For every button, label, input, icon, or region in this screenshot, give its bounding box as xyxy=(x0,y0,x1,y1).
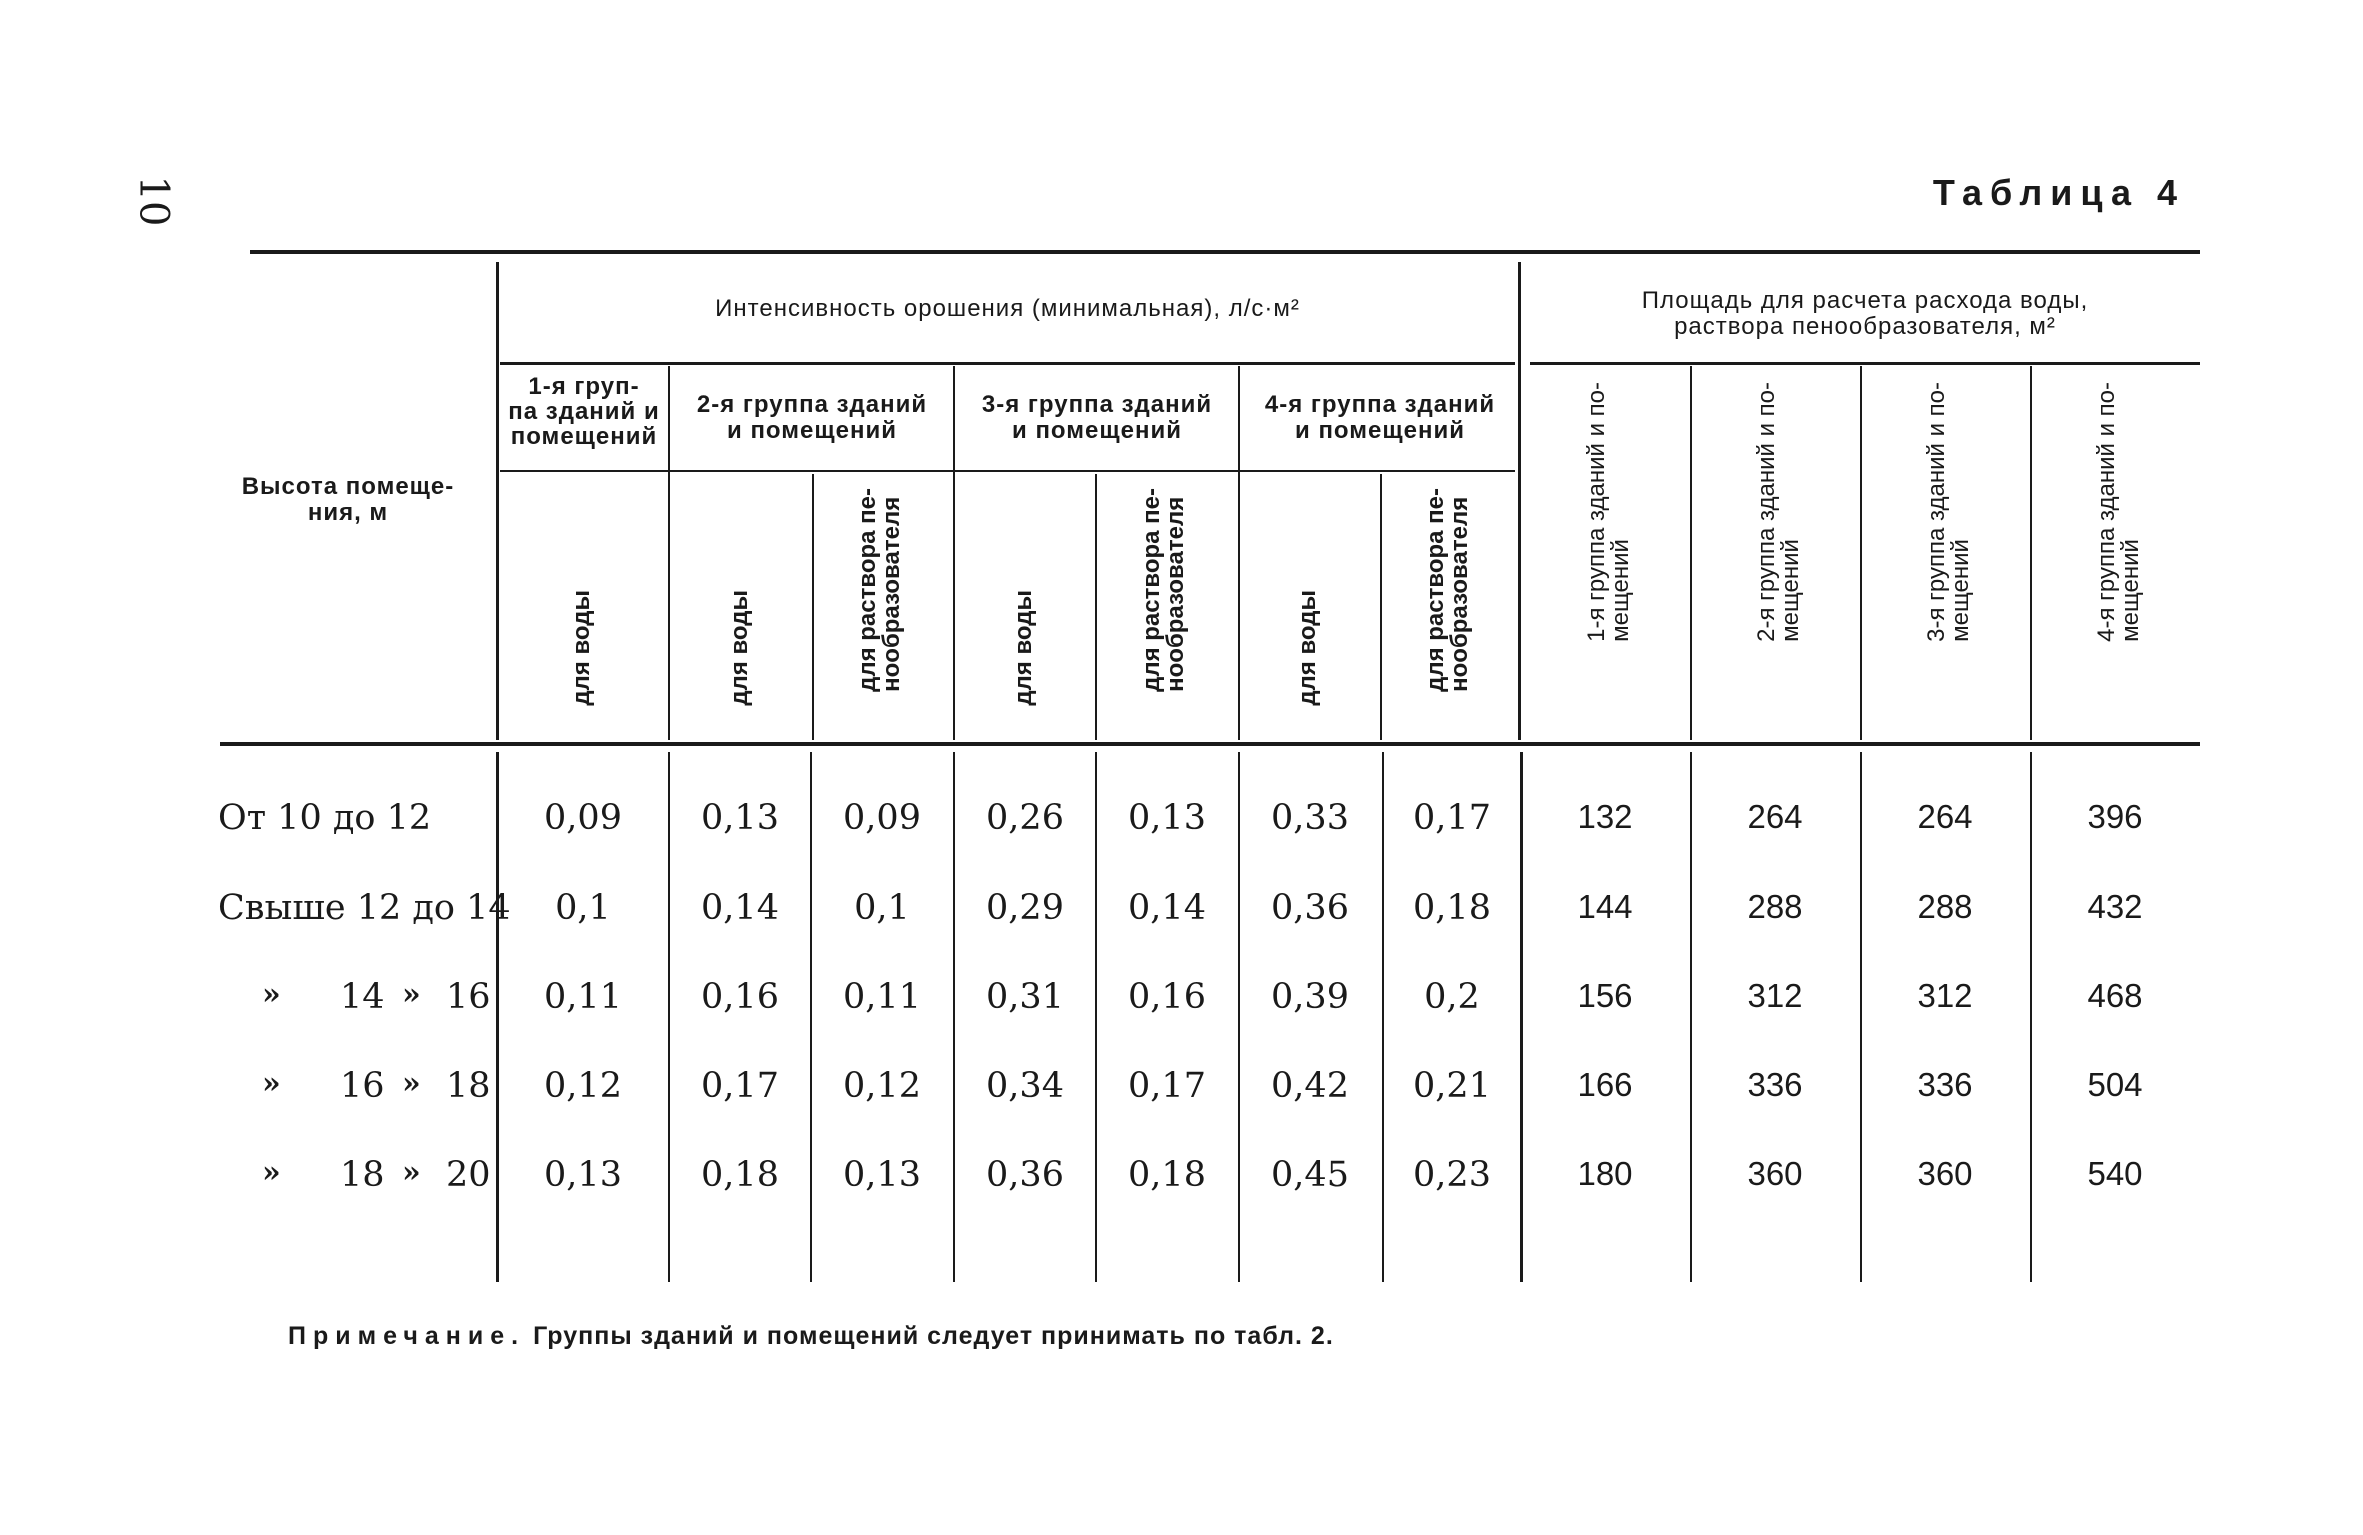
table-cell: 0,18 xyxy=(1413,888,1491,928)
row-label-part: 14 xyxy=(340,977,385,1017)
vline-h-10 xyxy=(1860,366,1862,740)
row-label: Свыше 12 до 14 xyxy=(218,888,511,928)
group-2-water-subheader: для воды xyxy=(726,590,753,706)
area-group-1-subheader: 1-я группа зданий и по- мещений xyxy=(1583,382,1634,642)
vline-h-5 xyxy=(1238,366,1240,740)
row-label-part: » xyxy=(402,977,421,1012)
vline-h-8 xyxy=(1380,474,1382,740)
table-cell: 264 xyxy=(1747,798,1803,835)
group-3-foam-subheader: для раствора пе- нообразователя xyxy=(1138,488,1189,692)
table-title: Таблица 4 xyxy=(1932,172,2185,213)
vline-h-1 xyxy=(496,262,499,740)
footnote-text: Группы зданий и помещений следует принимать по табл. 2. xyxy=(533,1322,1334,1350)
table-cell: 0,16 xyxy=(1128,977,1206,1017)
row-label-part: » xyxy=(402,1066,421,1101)
table-cell: 0,13 xyxy=(701,798,779,838)
group-4-foam-subheader: для раствора пе- нообразователя xyxy=(1422,488,1473,692)
table-cell: 540 xyxy=(2087,1155,2143,1192)
table-cell: 0,09 xyxy=(544,798,622,838)
row-label-part: » xyxy=(402,1155,421,1190)
page-number: 10 xyxy=(130,175,177,227)
table-cell: 0,18 xyxy=(1128,1155,1206,1195)
vline-b-11 xyxy=(2030,752,2032,1282)
height-column-header: Высота помеще- ния, м xyxy=(241,473,455,526)
intensity-header: Интенсивность орошения (минимальная), л/с·м² xyxy=(715,295,1300,322)
table-cell: 432 xyxy=(2087,888,2143,925)
table-cell: 0,14 xyxy=(701,888,779,928)
table-cell: 396 xyxy=(2087,798,2143,835)
group-4-header: 4-я группа зданий и помещений xyxy=(1264,391,1496,444)
table-cell: 0,09 xyxy=(843,798,921,838)
vline-h-9 xyxy=(1690,366,1692,740)
table-cell: 288 xyxy=(1747,888,1803,925)
table-cell: 0,1 xyxy=(854,888,910,928)
table-cell: 166 xyxy=(1577,1066,1633,1103)
subgroup-rule xyxy=(500,470,1515,472)
area-group-2-subheader: 2-я группа зданий и по- мещений xyxy=(1753,382,1804,642)
table-cell: 0,17 xyxy=(1413,798,1491,838)
table-cell: 0,17 xyxy=(701,1066,779,1106)
footnote xyxy=(288,1322,1334,1351)
group-1-water-subheader: для воды xyxy=(568,590,595,706)
table-cell: 0,13 xyxy=(1128,798,1206,838)
row-label-part: 16 xyxy=(340,1066,385,1106)
group-2-foam-subheader: для раствора пе- нообразователя xyxy=(854,488,905,692)
table-cell: 312 xyxy=(1747,977,1803,1014)
table-cell: 288 xyxy=(1917,888,1973,925)
table-cell: 504 xyxy=(2087,1066,2143,1103)
row-label-part: 20 xyxy=(446,1155,491,1195)
table-cell: 144 xyxy=(1577,888,1633,925)
row-label-part: 16 xyxy=(446,977,491,1017)
row-label-part: » xyxy=(262,977,281,1012)
table-cell: 0,36 xyxy=(986,1155,1064,1195)
table-cell: 360 xyxy=(1747,1155,1803,1192)
table-cell: 0,45 xyxy=(1271,1155,1349,1195)
group-3-header: 3-я группа зданий и помещений xyxy=(981,391,1213,444)
vline-h-3 xyxy=(668,366,670,740)
row-label-part: » xyxy=(262,1155,281,1190)
area-group-4-subheader: 4-я группа зданий и по- мещений xyxy=(2093,382,2144,642)
row-label-part: » xyxy=(262,1066,281,1101)
table-cell: 360 xyxy=(1917,1155,1973,1192)
table-cell: 0,12 xyxy=(843,1066,921,1106)
vline-b-9 xyxy=(1690,752,1692,1282)
row-label-part: 18 xyxy=(446,1066,491,1106)
table-cell: 0,33 xyxy=(1271,798,1349,838)
table-cell: 0,36 xyxy=(1271,888,1349,928)
group-2-header: 2-я группа зданий и помещений xyxy=(696,391,928,444)
table-cell: 156 xyxy=(1577,977,1633,1014)
top-rule xyxy=(250,250,2200,254)
vline-h-7 xyxy=(1095,474,1097,740)
table-cell: 0,39 xyxy=(1271,977,1349,1017)
table-cell: 0,26 xyxy=(986,798,1064,838)
table-cell: 0,14 xyxy=(1128,888,1206,928)
table-cell: 336 xyxy=(1747,1066,1803,1103)
area-header: Площадь для расчета расхода воды, раствора пенообразователя, м² xyxy=(1641,287,2089,340)
table-cell: 0,42 xyxy=(1271,1066,1349,1106)
table-cell: 0,12 xyxy=(544,1066,622,1106)
intensity-header-rule xyxy=(500,362,1515,365)
table-cell: 0,34 xyxy=(986,1066,1064,1106)
area-header-rule xyxy=(1530,362,2200,365)
table-cell: 336 xyxy=(1917,1066,1973,1103)
table-cell: 132 xyxy=(1577,798,1633,835)
header-bottom-rule xyxy=(220,742,2200,746)
row-label-part: 18 xyxy=(340,1155,385,1195)
table-cell: 468 xyxy=(2087,977,2143,1014)
vline-h-2 xyxy=(1518,262,1521,740)
table-cell: 312 xyxy=(1917,977,1973,1014)
table-cell: 0,18 xyxy=(701,1155,779,1195)
table-cell: 0,11 xyxy=(843,977,921,1017)
table-cell: 0,17 xyxy=(1128,1066,1206,1106)
group-1-header: 1-я груп- па зданий и помещений xyxy=(508,373,660,450)
table-cell: 0,29 xyxy=(986,888,1064,928)
table-cell: 0,2 xyxy=(1424,977,1480,1017)
table-cell: 0,21 xyxy=(1413,1066,1491,1106)
table-cell: 0,1 xyxy=(555,888,611,928)
group-3-water-subheader: для воды xyxy=(1010,590,1037,706)
row-label: От 10 до 12 xyxy=(218,798,432,838)
vline-b-10 xyxy=(1860,752,1862,1282)
table-cell: 0,13 xyxy=(843,1155,921,1195)
vline-h-11 xyxy=(2030,366,2032,740)
vline-b-1 xyxy=(496,752,499,1282)
vline-h-6 xyxy=(812,474,814,740)
table-cell: 0,23 xyxy=(1413,1155,1491,1195)
group-4-water-subheader: для воды xyxy=(1294,590,1321,706)
table-cell: 180 xyxy=(1577,1155,1633,1192)
table-cell: 0,13 xyxy=(544,1155,622,1195)
footnote-lead: Примечание. xyxy=(288,1322,526,1350)
area-group-3-subheader: 3-я группа зданий и по- мещений xyxy=(1923,382,1974,642)
vline-h-4 xyxy=(953,366,955,740)
table-cell: 264 xyxy=(1917,798,1973,835)
table-cell: 0,16 xyxy=(701,977,779,1017)
table-cell: 0,31 xyxy=(986,977,1064,1017)
table-cell: 0,11 xyxy=(544,977,622,1017)
